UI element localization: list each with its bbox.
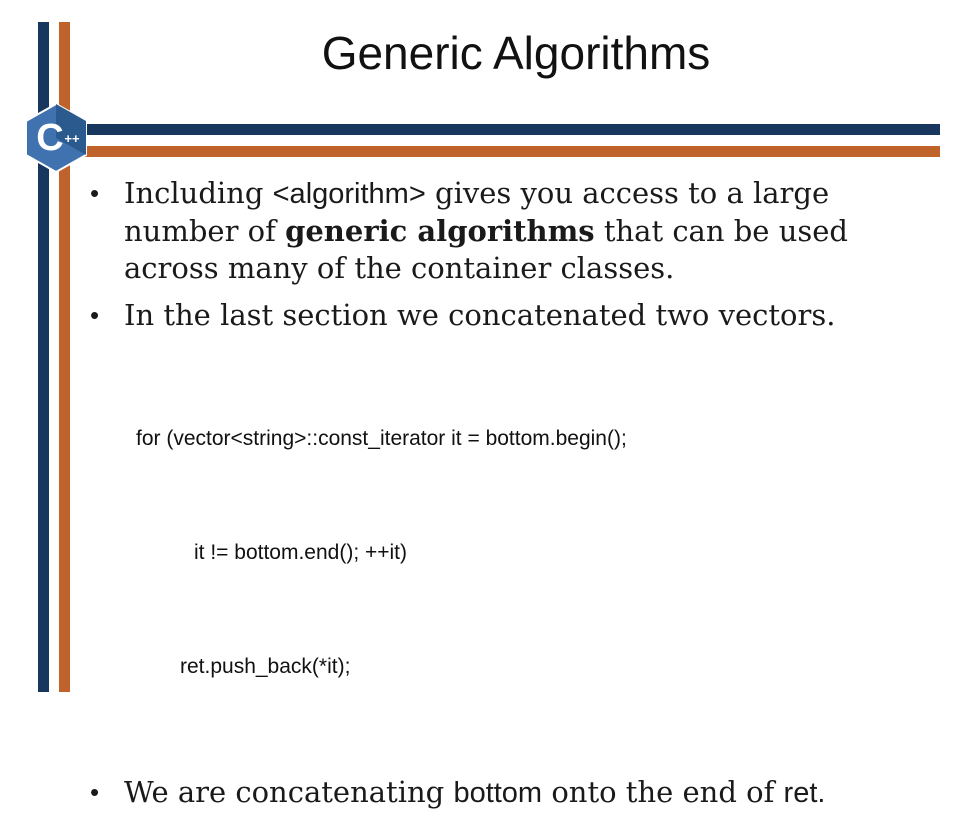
code-line-1: for (vector<string>::const_iterator it = bottom.begin(); <box>136 427 627 450</box>
cpp-logo-icon <box>20 102 92 174</box>
bullet-dot: • <box>90 300 100 330</box>
bullet-1-algorithm-header: <algorithm> <box>272 178 426 210</box>
horizontal-orange-stripe <box>84 146 940 157</box>
bullet-3-ret: ret. <box>783 777 826 809</box>
bullet-3-text-a: We are concatenating <box>124 775 454 809</box>
bullet-dot: • <box>90 777 100 807</box>
bullet-3-bottom: bottom <box>453 777 543 809</box>
bullet-1-text-b: gives you access to a large number of <box>124 176 830 248</box>
bullet-1-text-c: that can be used across many of the container classes. <box>124 214 848 285</box>
logo-letter: C <box>36 117 64 159</box>
horizontal-navy-stripe <box>84 124 940 135</box>
bullet-1-text-a: Including <box>124 176 273 210</box>
code-block <box>84 344 924 762</box>
bullet-2-text: In the last section we concatenated two vectors. <box>124 298 836 332</box>
bullet-3 <box>84 774 924 812</box>
bullet-3-text-b: onto the end of <box>542 775 784 809</box>
bullet-1 <box>84 175 924 287</box>
bullet-dot: • <box>90 178 100 208</box>
slide-content <box>84 175 924 822</box>
code-line-3: ret.push_back(*it); <box>180 655 351 678</box>
bullet-1-emphasis: generic algorithms <box>285 214 595 248</box>
bullet-2 <box>84 297 924 334</box>
code-line-2: it != bottom.end(); ++it) <box>194 541 408 564</box>
slide-title: Generic Algorithms <box>321 27 711 79</box>
logo-superscript: ++ <box>64 131 80 146</box>
